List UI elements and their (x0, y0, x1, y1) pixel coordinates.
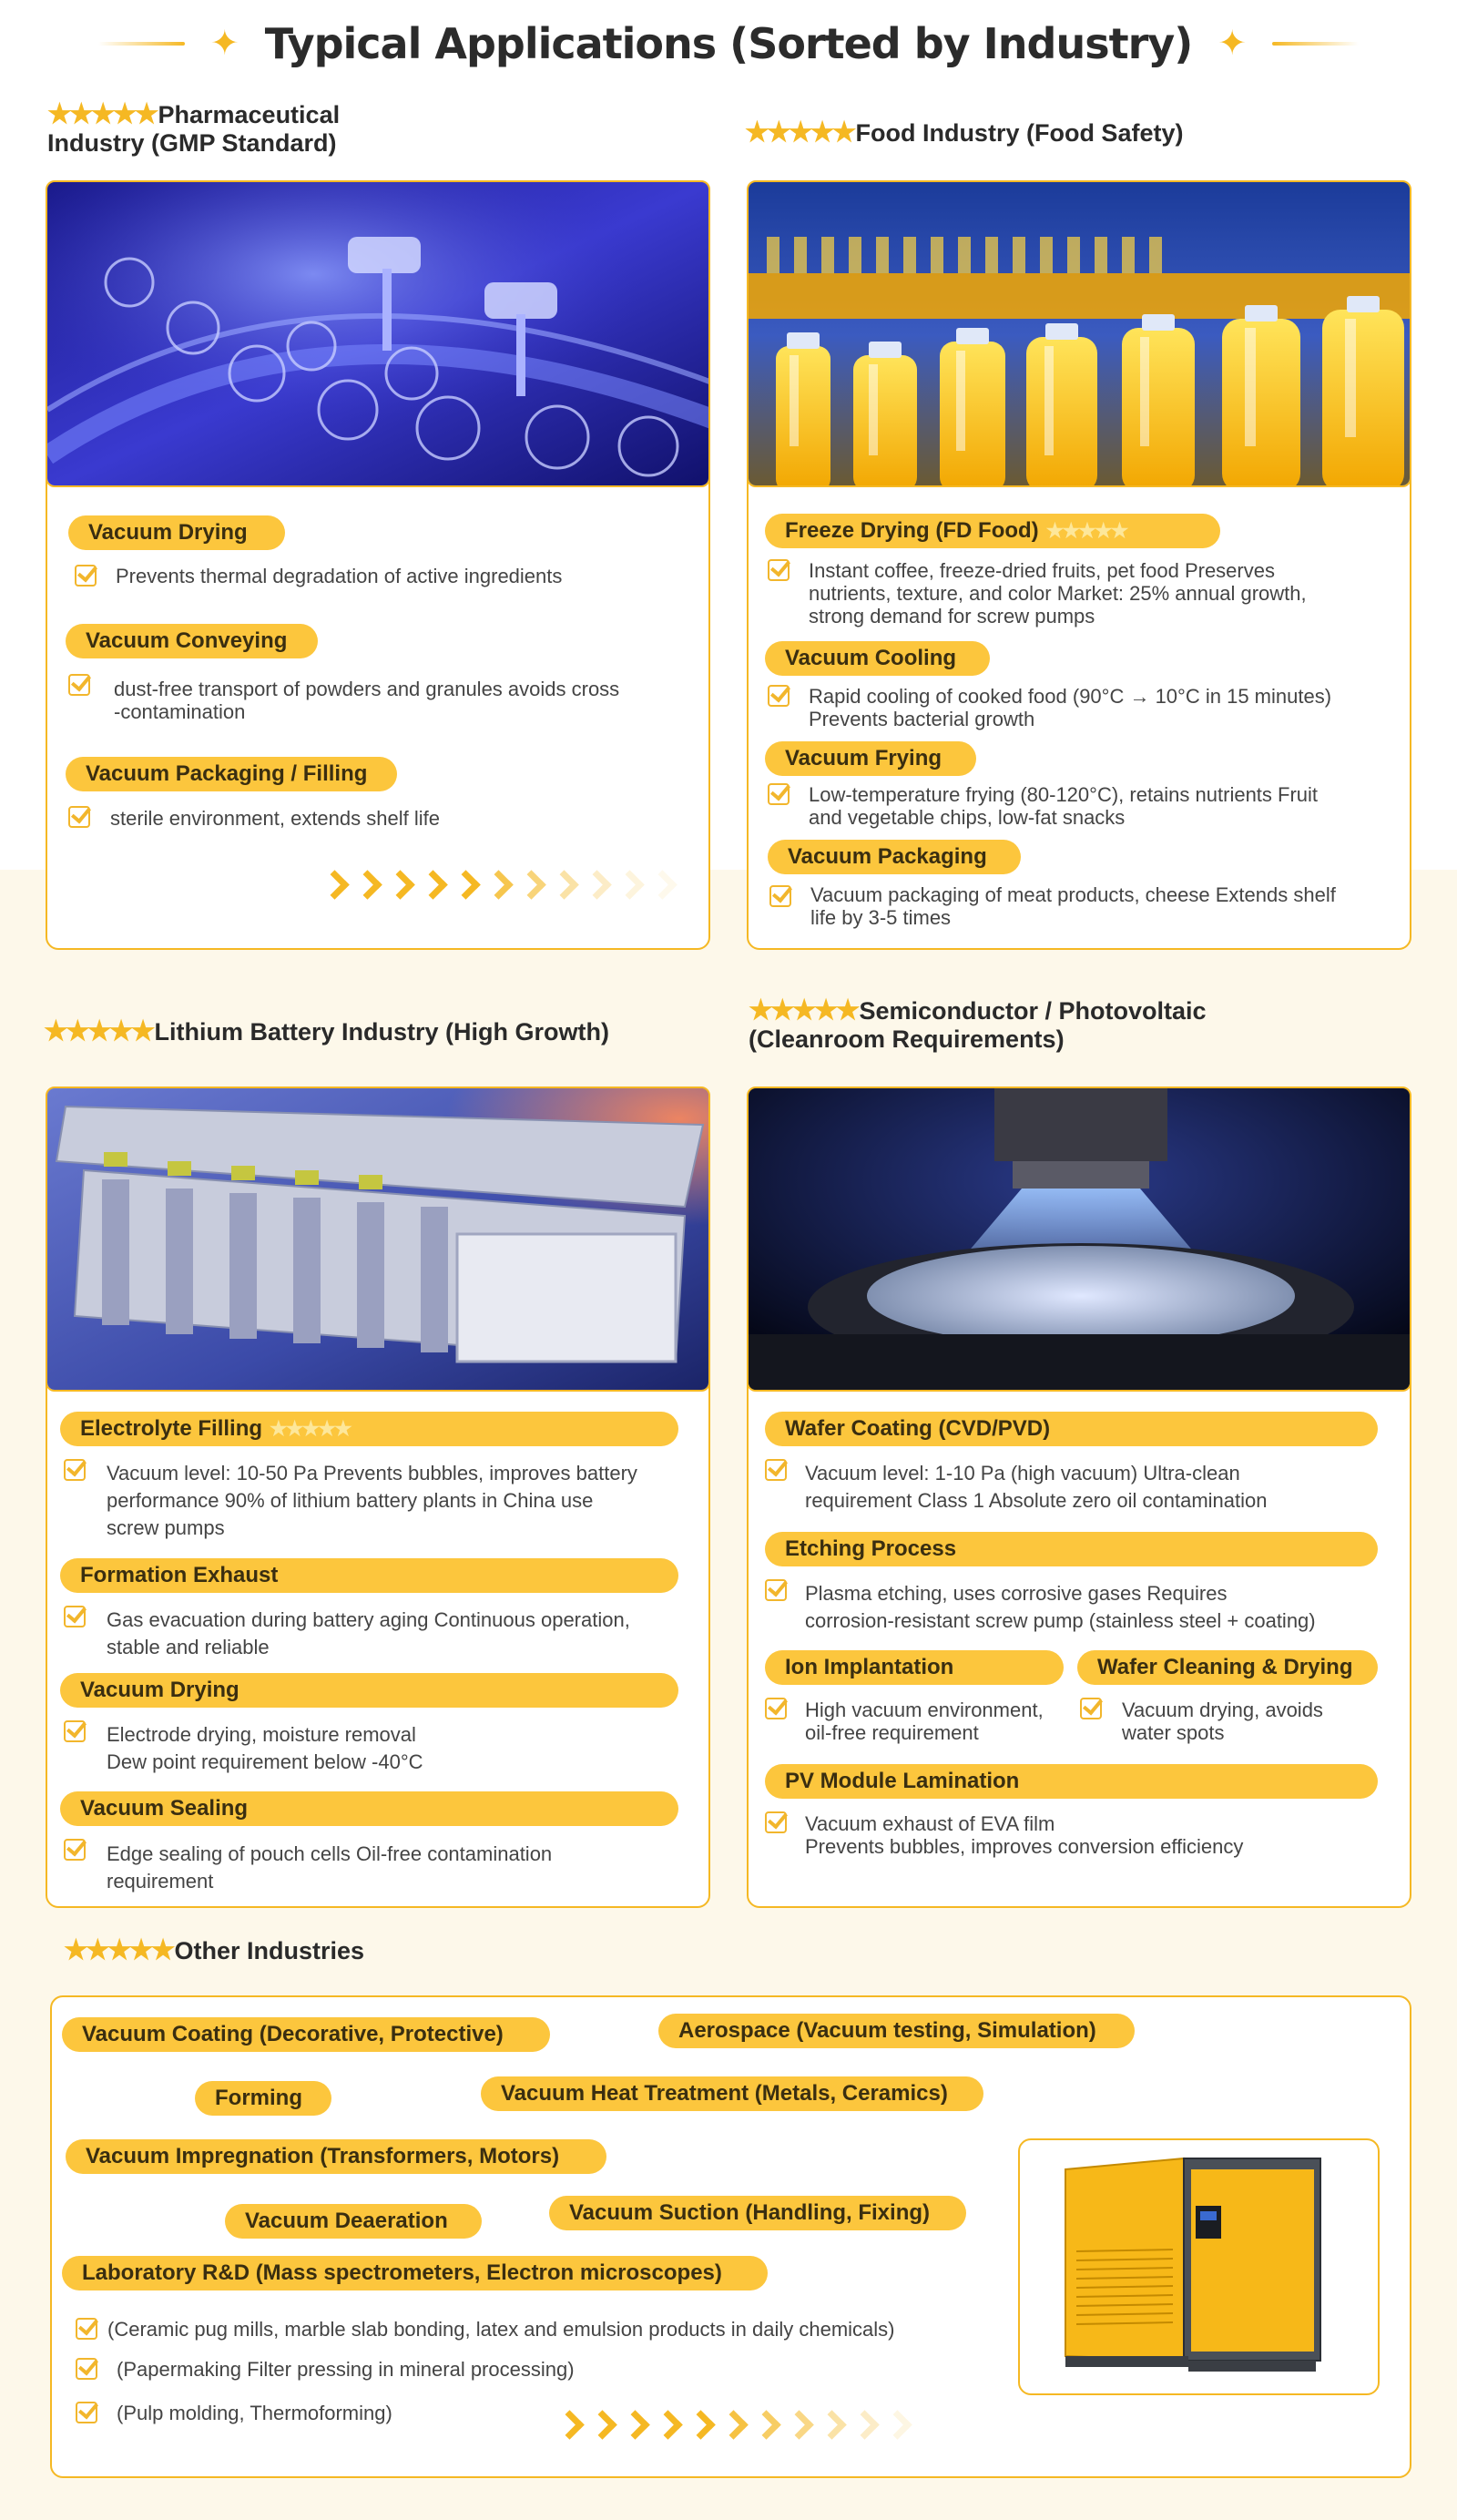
pharma-label-vacuum-conveying: Vacuum Conveying (66, 624, 318, 658)
tag-vacuum-impregnation: Vacuum Impregnation (Transformers, Motors) (66, 2139, 606, 2174)
chevron-right-icon (517, 870, 545, 897)
tag-laboratory-rnd: Laboratory R&D (Mass spectrometers, Electron microscopes) (62, 2256, 768, 2290)
food-label-freeze-drying: Freeze Drying (FD Food) ★★★★★ (765, 514, 1220, 548)
chevron-right-icon (616, 870, 643, 897)
chevron-right-icon (752, 2410, 779, 2437)
lithium-label-vacuum-sealing: Vacuum Sealing (60, 1791, 678, 1826)
checkbox-icon (765, 1459, 787, 1481)
chevron-right-icon (452, 870, 479, 897)
chevron-right-icon (386, 870, 413, 897)
checkbox-icon (768, 559, 790, 581)
checkbox-icon (64, 1459, 86, 1481)
checkbox-icon (64, 1720, 86, 1742)
rating-stars-icon: ★★★★★ (745, 117, 854, 148)
lithium-text-vacuum-drying: Electrode drying, moisture removal Dew point requirement below -40°C (107, 1723, 423, 1773)
other-chevron-row (555, 2410, 911, 2437)
chevron-right-icon (687, 2410, 714, 2437)
checkbox-icon (765, 1579, 787, 1601)
chevron-right-icon (785, 2410, 812, 2437)
chevron-right-icon (321, 870, 348, 897)
pharma-heading: ★★★★★Pharmaceutical Industry (GMP Standard) (47, 99, 341, 157)
title-line-left (98, 42, 185, 46)
semi-text-wafer-coating: Vacuum level: 1-10 Pa (high vacuum) Ultra-clean requirement Class 1 Absolute zero oil contamination (805, 1462, 1268, 1512)
rating-stars-icon: ★★★★★ (749, 995, 858, 1025)
chevron-right-icon (851, 2410, 878, 2437)
pharma-label-vacuum-packaging: Vacuum Packaging / Filling (66, 757, 397, 791)
chevron-right-icon (583, 870, 610, 897)
semi-label-wafer-cleaning: Wafer Cleaning & Drying (1077, 1650, 1378, 1685)
food-text-vacuum-packaging: Vacuum packaging of meat products, cheese Extends shelf life by 3-5 times (810, 883, 1336, 929)
screw-pump-machine-image (1056, 2151, 1348, 2383)
checkbox-icon (64, 1839, 86, 1861)
juice-bottles-image (749, 182, 1411, 487)
wafer-coating-image (749, 1088, 1411, 1392)
checkbox-icon (75, 565, 97, 587)
semi-label-ion-implantation: Ion Implantation (765, 1650, 1064, 1685)
vacuum-pump-icon (1056, 2151, 1348, 2379)
checkbox-icon (64, 1606, 86, 1627)
pharma-label-vacuum-drying: Vacuum Drying (68, 515, 285, 550)
chevron-right-icon (353, 870, 381, 897)
lithium-label-vacuum-drying: Vacuum Drying (60, 1673, 678, 1708)
food-photo (747, 180, 1411, 487)
chevron-right-icon (648, 870, 676, 897)
other-check-pulp-molding: (Pulp molding, Thermoforming) (117, 2402, 392, 2424)
food-label-vacuum-packaging: Vacuum Packaging (768, 840, 1021, 874)
semi-text-pv-lamination: Vacuum exhaust of EVA film Prevents bubbles, improves conversion efficiency (805, 1812, 1244, 1858)
battery-module-image (47, 1088, 710, 1392)
pharma-chevron-row (321, 870, 676, 897)
pharma-photo (46, 180, 710, 487)
food-label-vacuum-frying: Vacuum Frying (765, 741, 976, 776)
food-heading: ★★★★★Food Industry (Food Safety) (745, 117, 1184, 148)
other-check-ceramic: (Ceramic pug mills, marble slab bonding, latex and emulsion products in daily chemicals) (107, 2318, 895, 2341)
checkbox-icon (769, 885, 791, 907)
semi-heading: ★★★★★Semiconductor / Photovoltaic (Cleanroom Requirements) (749, 995, 1207, 1053)
sparkle-icon: ✦ (1218, 25, 1248, 63)
food-label-vacuum-cooling: Vacuum Cooling (765, 641, 990, 676)
semi-label-wafer-coating: Wafer Coating (CVD/PVD) (765, 1412, 1378, 1446)
lithium-label-formation-exhaust: Formation Exhaust (60, 1558, 678, 1593)
semi-text-ion-implantation: High vacuum environment, oil-free requirement (805, 1699, 1044, 1744)
chevron-right-icon (550, 870, 577, 897)
checkbox-icon (76, 2318, 97, 2340)
checkbox-icon (76, 2402, 97, 2423)
semi-text-wafer-cleaning: Vacuum drying, avoids water spots (1122, 1699, 1323, 1744)
tag-vacuum-suction: Vacuum Suction (Handling, Fixing) (549, 2196, 966, 2230)
food-text-vacuum-frying: Low-temperature frying (80-120°C), retains nutrients Fruit and vegetable chips, low-fat snacks (809, 783, 1319, 829)
lithium-text-electrolyte-filling: Vacuum level: 10-50 Pa Prevents bubbles, improves battery performance 90% of lithium battery plants in China use screw pumps (107, 1462, 637, 1539)
checkbox-icon (76, 2358, 97, 2380)
pharma-text-vacuum-drying: Prevents thermal degradation of active ingredients (116, 565, 563, 587)
checkbox-icon (768, 783, 790, 805)
checkbox-icon (768, 685, 790, 707)
lithium-label-electrolyte-filling: Electrolyte Filling ★★★★★ (60, 1412, 678, 1446)
chevron-right-icon (588, 2410, 616, 2437)
other-heading: ★★★★★Other Industries (64, 1935, 365, 1965)
tag-forming: Forming (195, 2081, 331, 2116)
page-title: Typical Applications (Sorted by Industry) (264, 19, 1193, 68)
rating-stars-icon: ★★★★★ (270, 1417, 351, 1440)
chevron-right-icon (419, 870, 446, 897)
checkbox-icon (1080, 1698, 1102, 1719)
pharma-text-vacuum-conveying: dust-free transport of powders and granules avoids cross -contamination (114, 678, 620, 723)
food-text-vacuum-cooling: Rapid cooling of cooked food (90°C → 10°C in 15 minutes) Prevents bacterial growth (809, 685, 1332, 730)
tag-vacuum-coating: Vacuum Coating (Decorative, Protective) (62, 2017, 550, 2052)
rating-stars-icon: ★★★★★ (64, 1935, 173, 1965)
chevron-right-icon (484, 870, 512, 897)
tag-vacuum-deaeration: Vacuum Deaeration (225, 2204, 482, 2239)
checkbox-icon (765, 1811, 787, 1833)
rating-stars-icon: ★★★★★ (44, 1016, 153, 1046)
checkbox-icon (68, 674, 90, 696)
chevron-right-icon (555, 2410, 583, 2437)
pharma-text-vacuum-packaging: sterile environment, extends shelf life (110, 807, 440, 830)
chevron-right-icon (818, 2410, 845, 2437)
lithium-heading: ★★★★★Lithium Battery Industry (High Growth) (44, 1016, 609, 1046)
tag-aerospace: Aerospace (Vacuum testing, Simulation) (658, 2014, 1135, 2048)
chevron-right-icon (883, 2410, 911, 2437)
lithium-photo (46, 1087, 710, 1392)
chevron-right-icon (654, 2410, 681, 2437)
food-text-freeze-drying: Instant coffee, freeze-dried fruits, pet food Preserves nutrients, texture, and color Market: 25% annual growth, strong demand for screw pumps (809, 559, 1307, 627)
chevron-right-icon (621, 2410, 648, 2437)
semi-label-etching: Etching Process (765, 1532, 1378, 1566)
checkbox-icon (68, 806, 90, 828)
lithium-text-formation-exhaust: Gas evacuation during battery aging Continuous operation, stable and reliable (107, 1608, 630, 1658)
other-check-papermaking: (Papermaking Filter pressing in mineral processing) (117, 2358, 575, 2381)
tag-vacuum-heat-treatment: Vacuum Heat Treatment (Metals, Ceramics) (481, 2076, 983, 2111)
semi-label-pv-lamination: PV Module Lamination (765, 1764, 1378, 1799)
vial-production-image (47, 182, 710, 487)
title-bar (0, 7, 1457, 80)
semi-text-etching: Plasma etching, uses corrosive gases Requires corrosion-resistant screw pump (stainless steel + coating) (805, 1582, 1316, 1632)
semi-photo (747, 1087, 1411, 1392)
chevron-right-icon (719, 2410, 747, 2437)
title-line-right (1272, 42, 1359, 46)
lithium-text-vacuum-sealing: Edge sealing of pouch cells Oil-free contamination requirement (107, 1842, 553, 1893)
sparkle-icon: ✦ (209, 25, 239, 63)
rating-stars-icon: ★★★★★ (47, 99, 157, 129)
rating-stars-icon: ★★★★★ (1045, 519, 1127, 542)
checkbox-icon (765, 1698, 787, 1719)
